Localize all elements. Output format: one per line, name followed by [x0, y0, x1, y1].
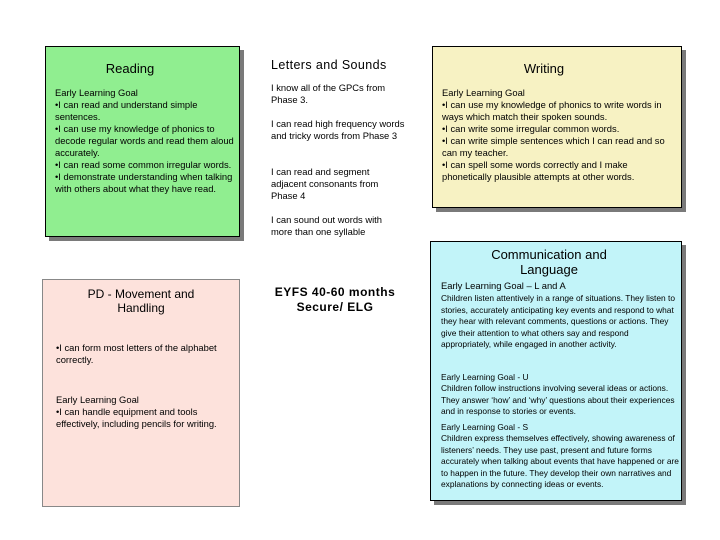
letters-sounds-panel	[264, 48, 412, 248]
comm-title: Communication and Language	[491, 247, 607, 277]
comm-u-title: Early Learning Goal - U	[441, 372, 529, 382]
pd-panel	[42, 279, 240, 507]
writing-panel	[432, 46, 682, 208]
letters-phase3-gpcs: I know all of the GPCs from Phase 3.	[271, 82, 386, 105]
eyfs-title: EYFS 40-60 months Secure/ ELG	[274, 285, 396, 314]
letters-syllables: I can sound out words with more than one syllable	[271, 214, 382, 237]
writing-title: Writing	[523, 61, 565, 76]
comm-la-title: Early Learning Goal – L and A	[441, 280, 566, 291]
pd-title: PD - Movement and Handling	[87, 287, 195, 315]
comm-la-body: Children listen attentively in a range of situations. They listen to stories, accurately anticipating key events and respond to what they hear with relevant comments, questions or actions. They give their attention to what others say and respond appropriately, while engaged in another activity.	[441, 293, 676, 349]
comm-s-title: Early Learning Goal - S	[441, 422, 529, 432]
letters-hfw: I can read high frequency words and tricky words from Phase 3	[271, 118, 405, 141]
reading-body: Early Learning Goal •I can read and understand simple sentences. •I can use my knowledge of phonics to decode regular words and read them aloud accurately. •I can read some common irregular words. •I demonstrate understanding when talking with others about what they have read.	[55, 87, 234, 194]
comm-s-body: Children express themselves effectively, showing awareness of listeners’ needs. They use past, present and future forms accurately when talking about events that have happened or are to happen in the future. They develop their own narratives and explanations by connecting ideas or events.	[441, 433, 679, 489]
reading-panel	[45, 46, 240, 237]
comm-u-body: Children follow instructions involving several ideas or actions. They answer ‘how’ and ‘why’ questions about their experiences and in response to stories or events.	[441, 383, 675, 416]
reading-title: Reading	[105, 61, 155, 76]
communication-language-panel	[430, 241, 682, 501]
pd-elg-body: Early Learning Goal •I can handle equipment and tools effectively, including pencils for writing.	[56, 394, 217, 429]
letters-segment: I can read and segment adjacent consonants from Phase 4	[271, 166, 379, 201]
writing-body: Early Learning Goal •I can use my knowledge of phonics to write words in ways which match their spoken sounds. •I can write some irregular common words. •I can write simple sentences which I can read and so can my teacher. •I can spell some words correctly and I make phonetically plausible attempts at other words.	[442, 87, 665, 182]
letters-title: Letters and Sounds	[271, 58, 387, 72]
pd-letters-formation: •I can form most letters of the alphabet correctly.	[56, 342, 217, 365]
eyfs-panel	[264, 280, 412, 340]
